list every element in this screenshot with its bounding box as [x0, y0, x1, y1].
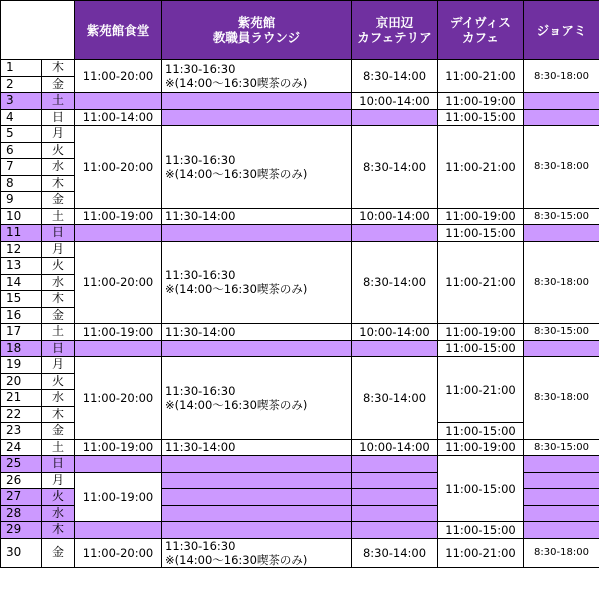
cell-hours: 11:00-15:00: [438, 423, 524, 440]
day-weekday: 土: [42, 93, 75, 110]
day-weekday: 木: [42, 291, 75, 308]
cell-hours: 8:30-18:00: [524, 60, 599, 93]
cell-hours: 8:30-15:00: [524, 208, 599, 225]
cell-closed: [352, 109, 438, 126]
day-weekday: 火: [42, 489, 75, 506]
table-row: [1, 93, 599, 110]
day-weekday: 火: [42, 142, 75, 159]
cell-closed: [162, 109, 352, 126]
table-row: [1, 538, 599, 567]
day-weekday: 木: [42, 522, 75, 539]
cell-hours: 11:00-15:00: [438, 340, 524, 357]
cell-hours: 11:00-19:00: [438, 324, 524, 341]
day-weekday: 金: [42, 192, 75, 209]
hours-line: 11:30-16:30: [165, 62, 236, 76]
cell-hours: 10:00-14:00: [352, 324, 438, 341]
cell-hours: [162, 357, 352, 440]
table-row: [1, 357, 599, 374]
cell-hours: 11:00-20:00: [75, 357, 162, 440]
day-weekday: 水: [42, 274, 75, 291]
cell-closed: [75, 93, 162, 110]
hours-note: ※(14:00～16:30喫茶のみ): [165, 282, 308, 297]
cell-closed: [524, 109, 599, 126]
cell-hours: 11:00-21:00: [438, 241, 524, 324]
cell-hours: 11:00-15:00: [438, 456, 524, 522]
cell-closed: [524, 456, 599, 473]
table-row: [1, 456, 599, 473]
day-number: 30: [1, 538, 42, 567]
day-number: 29: [1, 522, 42, 539]
day-number: 9: [1, 192, 42, 209]
cell-hours: 8:30-14:00: [352, 538, 438, 567]
cell-closed: [162, 456, 352, 473]
header-label: 紫苑館食堂: [86, 22, 150, 38]
cell-closed: [524, 225, 599, 242]
cell-closed: [352, 340, 438, 357]
header-label: ジョアミ: [536, 22, 587, 38]
cell-closed: [352, 505, 438, 522]
cell-hours: 11:00-21:00: [438, 357, 524, 423]
table-row: [1, 208, 599, 225]
day-number: 22: [1, 406, 42, 423]
cell-hours: 8:30-14:00: [352, 357, 438, 440]
cell-hours: 11:00-20:00: [75, 538, 162, 567]
cell-closed: [352, 472, 438, 489]
cell-hours: 10:00-14:00: [352, 93, 438, 110]
hours-line: 11:30-16:30: [165, 152, 236, 167]
day-number: 1: [1, 60, 42, 77]
cell-hours: 8:30-18:00: [524, 241, 599, 324]
cell-hours: 8:30-14:00: [352, 241, 438, 324]
day-number: 12: [1, 241, 42, 258]
header-shionkan-lounge: [162, 1, 352, 60]
hours-note: ※(14:00～16:30喫茶のみ): [165, 552, 308, 567]
cell-hours: 10:00-14:00: [352, 208, 438, 225]
day-weekday: 金: [42, 538, 75, 567]
day-weekday: 月: [42, 472, 75, 489]
header-shionkan-cafeteria: [75, 1, 162, 60]
table-row: [1, 241, 599, 258]
cell-closed: [75, 340, 162, 357]
cell-closed: [75, 522, 162, 539]
day-weekday: 火: [42, 258, 75, 275]
day-weekday: 日: [42, 340, 75, 357]
day-weekday: 水: [42, 505, 75, 522]
hours-note: ※(14:00～16:30喫茶のみ): [165, 76, 308, 90]
day-weekday: 土: [42, 439, 75, 456]
cell-closed: [162, 340, 352, 357]
header-row: [1, 1, 599, 60]
table-row: [1, 522, 599, 539]
table-row: [1, 439, 599, 456]
day-number: 8: [1, 175, 42, 192]
cell-closed: [75, 456, 162, 473]
cell-hours: 11:30-14:00: [162, 324, 352, 341]
day-number: 27: [1, 489, 42, 506]
cell-hours: 11:00-19:00: [75, 208, 162, 225]
cell-hours: [162, 126, 352, 209]
header-label: 紫苑館 教職員ラウンジ: [212, 15, 301, 45]
day-number: 18: [1, 340, 42, 357]
cell-closed: [524, 522, 599, 539]
table-row: [1, 126, 599, 143]
hours-line: 11:30-16:30: [165, 268, 236, 283]
cell-closed: [352, 522, 438, 539]
day-weekday: 金: [42, 307, 75, 324]
cell-hours: 10:00-14:00: [352, 439, 438, 456]
day-number: 16: [1, 307, 42, 324]
header-davis-cafe: [438, 1, 524, 60]
day-number: 15: [1, 291, 42, 308]
hours-line: 11:30-16:30: [165, 538, 236, 553]
cell-hours: 8:30-18:00: [524, 126, 599, 209]
cell-closed: [162, 505, 352, 522]
cell-hours: 11:00-19:00: [75, 439, 162, 456]
cell-hours: 8:30-18:00: [524, 538, 599, 567]
cell-hours: 11:00-21:00: [438, 126, 524, 209]
day-weekday: 土: [42, 324, 75, 341]
cell-hours: 11:00-15:00: [438, 522, 524, 539]
day-weekday: 水: [42, 390, 75, 407]
cell-closed: [162, 472, 352, 489]
day-number: 25: [1, 456, 42, 473]
cell-closed: [162, 225, 352, 242]
table-row: [1, 60, 599, 77]
cell-hours: 11:30-14:00: [162, 208, 352, 225]
cell-closed: [524, 505, 599, 522]
cell-hours: 11:00-15:00: [438, 225, 524, 242]
day-number: 20: [1, 373, 42, 390]
cell-hours: 8:30-15:00: [524, 439, 599, 456]
cell-closed: [524, 93, 599, 110]
day-number: 7: [1, 159, 42, 176]
day-number: 10: [1, 208, 42, 225]
day-weekday: 木: [42, 175, 75, 192]
day-weekday: 火: [42, 373, 75, 390]
header-joami: [524, 1, 599, 60]
day-number: 26: [1, 472, 42, 489]
day-weekday: 水: [42, 159, 75, 176]
day-number: 6: [1, 142, 42, 159]
day-weekday: 土: [42, 208, 75, 225]
table-row: [1, 340, 599, 357]
day-weekday: 金: [42, 423, 75, 440]
cell-hours: 8:30-14:00: [352, 126, 438, 209]
cell-closed: [352, 225, 438, 242]
cell-closed: [162, 93, 352, 110]
hours-note: ※(14:00～16:30喫茶のみ): [165, 397, 308, 412]
day-number: 19: [1, 357, 42, 374]
cell-closed: [352, 456, 438, 473]
cell-hours: 11:00-15:00: [438, 109, 524, 126]
table-row: [1, 324, 599, 341]
day-number: 5: [1, 126, 42, 143]
cell-hours: [162, 60, 352, 93]
table-row: [1, 225, 599, 242]
cell-hours: 8:30-14:00: [352, 60, 438, 93]
table-row: [1, 109, 599, 126]
hours-note: ※(14:00～16:30喫茶のみ): [165, 166, 308, 181]
cell-closed: [524, 340, 599, 357]
day-number: 17: [1, 324, 42, 341]
cell-closed: [75, 225, 162, 242]
day-number: 11: [1, 225, 42, 242]
day-weekday: 月: [42, 126, 75, 143]
day-weekday: 月: [42, 357, 75, 374]
header-corner: [1, 1, 75, 60]
cell-hours: 11:00-19:00: [75, 324, 162, 341]
hours-line: 11:30-16:30: [165, 383, 236, 398]
day-weekday: 月: [42, 241, 75, 258]
cell-hours: 11:00-21:00: [438, 60, 524, 93]
day-number: 14: [1, 274, 42, 291]
day-weekday: 金: [42, 76, 75, 93]
cell-closed: [524, 489, 599, 506]
cell-closed: [524, 472, 599, 489]
day-weekday: 日: [42, 456, 75, 473]
cell-hours: 8:30-18:00: [524, 357, 599, 440]
header-kyotanabe-cafeteria: [352, 1, 438, 60]
day-number: 13: [1, 258, 42, 275]
cell-hours: 11:00-21:00: [438, 538, 524, 567]
cell-hours: 11:00-20:00: [75, 126, 162, 209]
cell-hours: 11:00-19:00: [75, 472, 162, 522]
cell-closed: [162, 489, 352, 506]
cell-hours: 11:00-19:00: [438, 208, 524, 225]
day-weekday: 木: [42, 406, 75, 423]
cell-closed: [162, 522, 352, 539]
cell-hours: 11:00-14:00: [75, 109, 162, 126]
day-number: 23: [1, 423, 42, 440]
day-weekday: 日: [42, 109, 75, 126]
day-number: 4: [1, 109, 42, 126]
cell-hours: 8:30-15:00: [524, 324, 599, 341]
header-label: デイヴィス カフェ: [450, 15, 511, 45]
cell-closed: [352, 489, 438, 506]
day-number: 3: [1, 93, 42, 110]
cell-hours: 11:00-19:00: [438, 439, 524, 456]
cell-hours: 11:30-14:00: [162, 439, 352, 456]
cell-hours: 11:00-20:00: [75, 60, 162, 93]
day-weekday: 木: [42, 60, 75, 77]
day-number: 21: [1, 390, 42, 407]
day-number: 24: [1, 439, 42, 456]
cell-hours: 11:00-19:00: [438, 93, 524, 110]
cell-hours: [162, 538, 352, 567]
header-label: 京田辺 カフェテリア: [357, 15, 432, 45]
day-number: 2: [1, 76, 42, 93]
day-number: 28: [1, 505, 42, 522]
cell-hours: 11:00-20:00: [75, 241, 162, 324]
day-weekday: 日: [42, 225, 75, 242]
cell-hours: [162, 241, 352, 324]
